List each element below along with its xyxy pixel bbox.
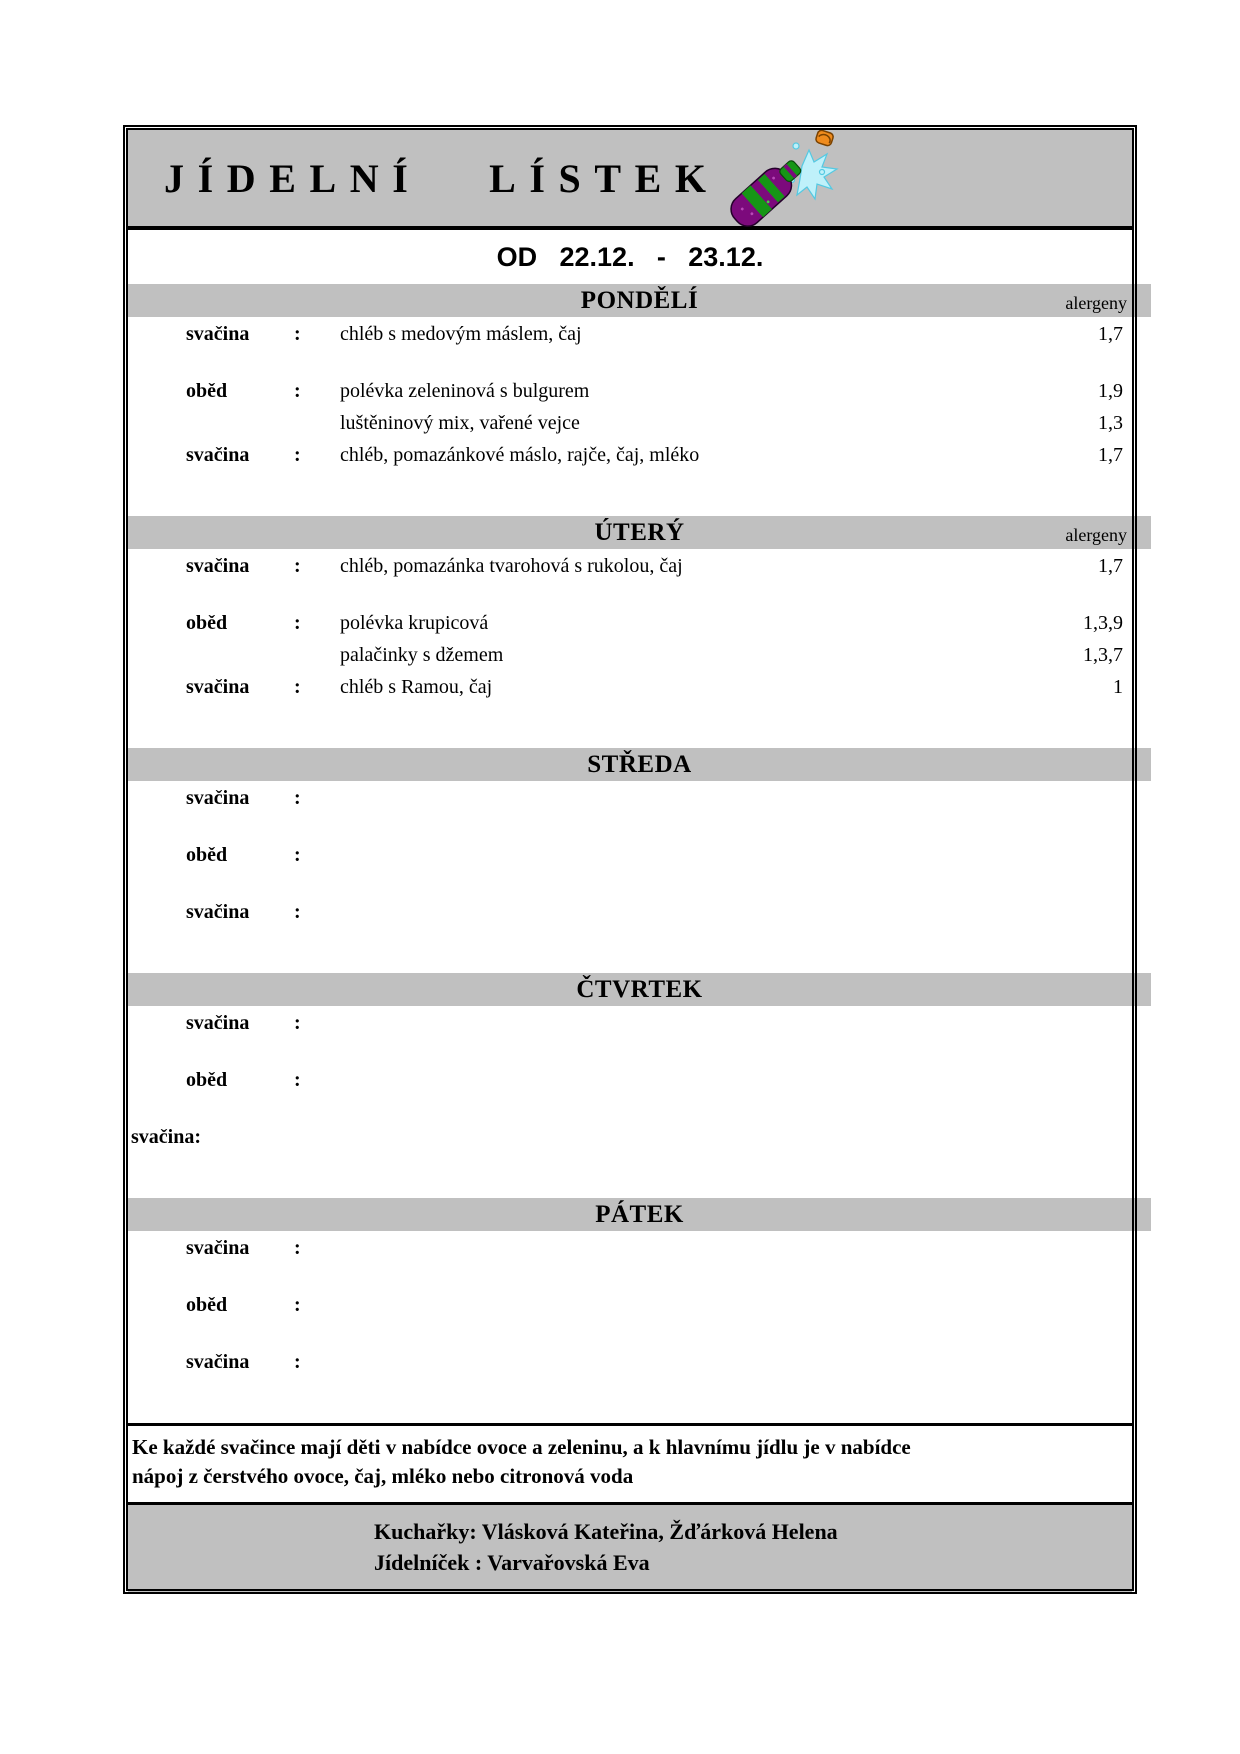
meal-allergens: 1,7: [1098, 555, 1123, 577]
meal-text: [340, 786, 1123, 811]
menu-row: [128, 675, 1132, 700]
day-section: [128, 973, 1132, 1150]
meal-text: chléb s medovým máslem, čaj: [340, 323, 582, 345]
meal-colon: :: [294, 380, 301, 402]
menu-row: [128, 554, 1132, 579]
meal-allergens: 1,7: [1098, 323, 1123, 345]
day-sections: [128, 284, 1132, 1375]
allergen-column-header: alergeny: [1065, 525, 1127, 545]
meal-text: luštěninový mix, vařené vejce: [340, 412, 580, 434]
day-section: [128, 748, 1132, 925]
meal-label: svačina: [186, 555, 250, 577]
day-rows: [128, 1236, 1132, 1375]
meal-label: [186, 411, 294, 436]
menu-row: [128, 379, 1132, 404]
menu-row: [128, 1293, 1132, 1318]
meal-text: [340, 1293, 1123, 1318]
day-header-bar: [128, 973, 1151, 1006]
meal-text: [340, 843, 1123, 868]
meal-text: [340, 1068, 1123, 1093]
note-line: Ke každé svačince mají děti v nabídce ovoce a zeleninu, a k hlavnímu jídlu je v nabídce: [132, 1435, 911, 1459]
meal-colon: :: [294, 612, 301, 634]
meal-allergens: 1,7: [1098, 444, 1123, 466]
meal-colon: :: [294, 323, 301, 345]
meal-label: oběd: [186, 1294, 228, 1316]
meal-colon: :: [194, 1126, 202, 1148]
day-section: [128, 284, 1132, 468]
date-range: OD 22.12. - 23.12.: [496, 241, 764, 272]
menu-row: [128, 843, 1132, 868]
menu-row: [128, 900, 1132, 925]
meal-label: oběd: [186, 1069, 228, 1091]
note-line: nápoj z čerstvého ovoce, čaj, mléko nebo citronová voda: [132, 1464, 634, 1488]
meal-allergens: 1,3: [1098, 412, 1123, 434]
staff-footer: [128, 1502, 1132, 1594]
meal-text: polévka zeleninová s bulgurem: [340, 380, 590, 402]
meal-text: [340, 1236, 1123, 1261]
note-box: [128, 1423, 1132, 1502]
meal-colon: :: [294, 1237, 301, 1259]
meal-colon: :: [294, 901, 301, 923]
cooks-line: Kuchařky: Vlásková Kateřina, Žďárková Helena: [374, 1519, 838, 1544]
menu-document-page: [123, 125, 1137, 1594]
meal-text: polévka krupicová: [340, 612, 489, 634]
menu-row: [128, 1068, 1132, 1093]
menu-row: [128, 643, 1132, 668]
meal-colon: :: [294, 1351, 301, 1373]
meal-label: svačina: [186, 323, 250, 345]
menu-row: [128, 411, 1132, 436]
day-name: ČTVRTEK: [576, 975, 703, 1003]
meal-colon: :: [294, 1294, 301, 1316]
meal-text: chléb s Ramou, čaj: [340, 676, 493, 698]
day-rows: [128, 554, 1132, 700]
meal-label: oběd: [186, 612, 228, 634]
meal-text: chléb, pomazánka tvarohová s rukolou, čaj: [340, 555, 683, 577]
day-rows: [128, 1011, 1132, 1150]
meal-text: chléb, pomazánkové máslo, rajče, čaj, mléko: [340, 444, 700, 466]
day-rows: [128, 322, 1132, 468]
meal-allergens: 1,3,9: [1083, 612, 1123, 634]
menu-author-line: Jídelníček : Varvařovská Eva: [374, 1550, 650, 1575]
menu-row: [128, 611, 1132, 636]
day-name: ÚTERÝ: [594, 518, 685, 546]
meal-text: [210, 1125, 1123, 1150]
meal-text: [340, 1011, 1123, 1036]
meal-colon: :: [294, 1012, 301, 1034]
meal-text: [340, 900, 1123, 925]
menu-row: [128, 322, 1132, 347]
day-section: [128, 1198, 1132, 1375]
menu-row: [128, 786, 1132, 811]
meal-label: svačina: [186, 1351, 250, 1373]
meal-colon: :: [294, 444, 301, 466]
menu-row: [128, 1125, 1132, 1150]
menu-row: [128, 1236, 1132, 1261]
day-section: [128, 516, 1132, 700]
page-title: JÍDELNÍ LÍSTEK: [164, 155, 720, 201]
day-rows: [128, 786, 1132, 925]
meal-label: svačina: [186, 1237, 250, 1259]
meal-colon: [294, 411, 340, 436]
meal-colon: :: [294, 787, 301, 809]
meal-label: svačina: [186, 901, 250, 923]
meal-text: [340, 1350, 1123, 1375]
menu-row: [128, 1350, 1132, 1375]
day-header-bar: [128, 1198, 1151, 1231]
meal-colon: :: [294, 1069, 301, 1091]
meal-label: svačina: [186, 444, 250, 466]
meal-label: [186, 643, 294, 668]
day-header-bar: [128, 516, 1151, 549]
allergen-column-header: alergeny: [1065, 293, 1127, 313]
day-name: PÁTEK: [595, 1200, 684, 1228]
title-bar: [128, 130, 1132, 230]
day-header-bar: [128, 284, 1151, 317]
meal-colon: :: [294, 555, 301, 577]
meal-colon: :: [294, 844, 301, 866]
meal-label: oběd: [186, 380, 228, 402]
menu-row: [128, 443, 1132, 468]
meal-allergens: 1,9: [1098, 380, 1123, 402]
meal-allergens: 1,3,7: [1083, 644, 1123, 666]
menu-row: [128, 1011, 1132, 1036]
meal-label: oběd: [186, 844, 228, 866]
meal-text: palačinky s džemem: [340, 644, 504, 666]
party-popper-icon: [728, 128, 840, 232]
day-name: PONDĚLÍ: [580, 286, 699, 314]
meal-label: svačina: [186, 676, 250, 698]
meal-colon: [294, 643, 340, 668]
meal-label: svačina: [186, 787, 250, 809]
day-name: STŘEDA: [587, 750, 692, 778]
day-header-bar: [128, 748, 1151, 781]
meal-colon: :: [294, 676, 301, 698]
meal-label: svačina: [186, 1012, 250, 1034]
meal-allergens: 1: [1113, 676, 1123, 698]
meal-label: svačina: [131, 1126, 195, 1148]
